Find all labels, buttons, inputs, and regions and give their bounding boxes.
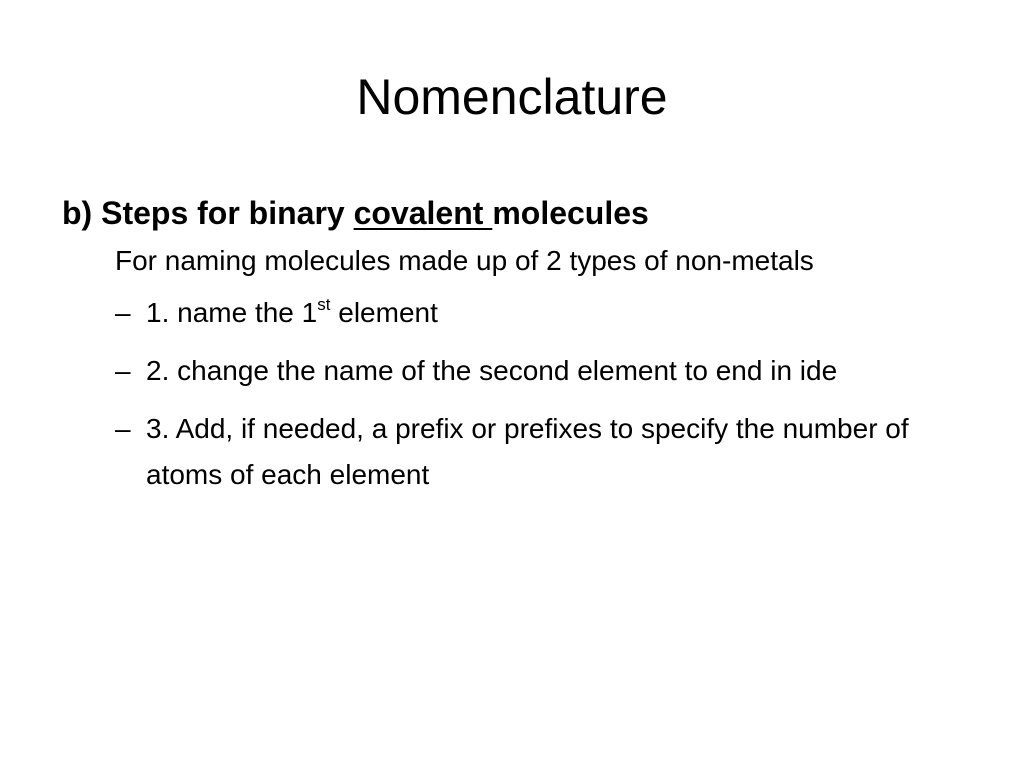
steps-list: [115, 290, 965, 498]
step-item-1: [115, 290, 965, 336]
step-bullet: –: [115, 413, 131, 444]
heading-suffix: molecules: [492, 195, 649, 231]
heading-prefix: b) Steps for binary: [62, 195, 354, 231]
step-1-superscript: st: [317, 294, 331, 314]
step-2-text: 2. change the name of the second element to end in ide: [146, 355, 838, 386]
step-3-text: 3. Add, if needed, a prefix or prefixes to specify the number of atoms of each element: [146, 413, 909, 490]
step-1-text: 1. name the 1: [146, 297, 318, 328]
slide-content: [62, 190, 962, 510]
step-text: [146, 290, 965, 336]
step-bullet: –: [115, 297, 131, 328]
heading-underlined-word: covalent: [353, 195, 493, 231]
step-item-3: [115, 406, 965, 498]
step-1-text-end: element: [330, 297, 438, 328]
section-heading: [62, 190, 962, 236]
intro-text: For naming molecules made up of 2 types of non-metals: [115, 245, 814, 276]
step-item-2: [115, 348, 965, 394]
step-bullet: –: [115, 355, 131, 386]
slide-title: Nomenclature: [356, 69, 668, 125]
